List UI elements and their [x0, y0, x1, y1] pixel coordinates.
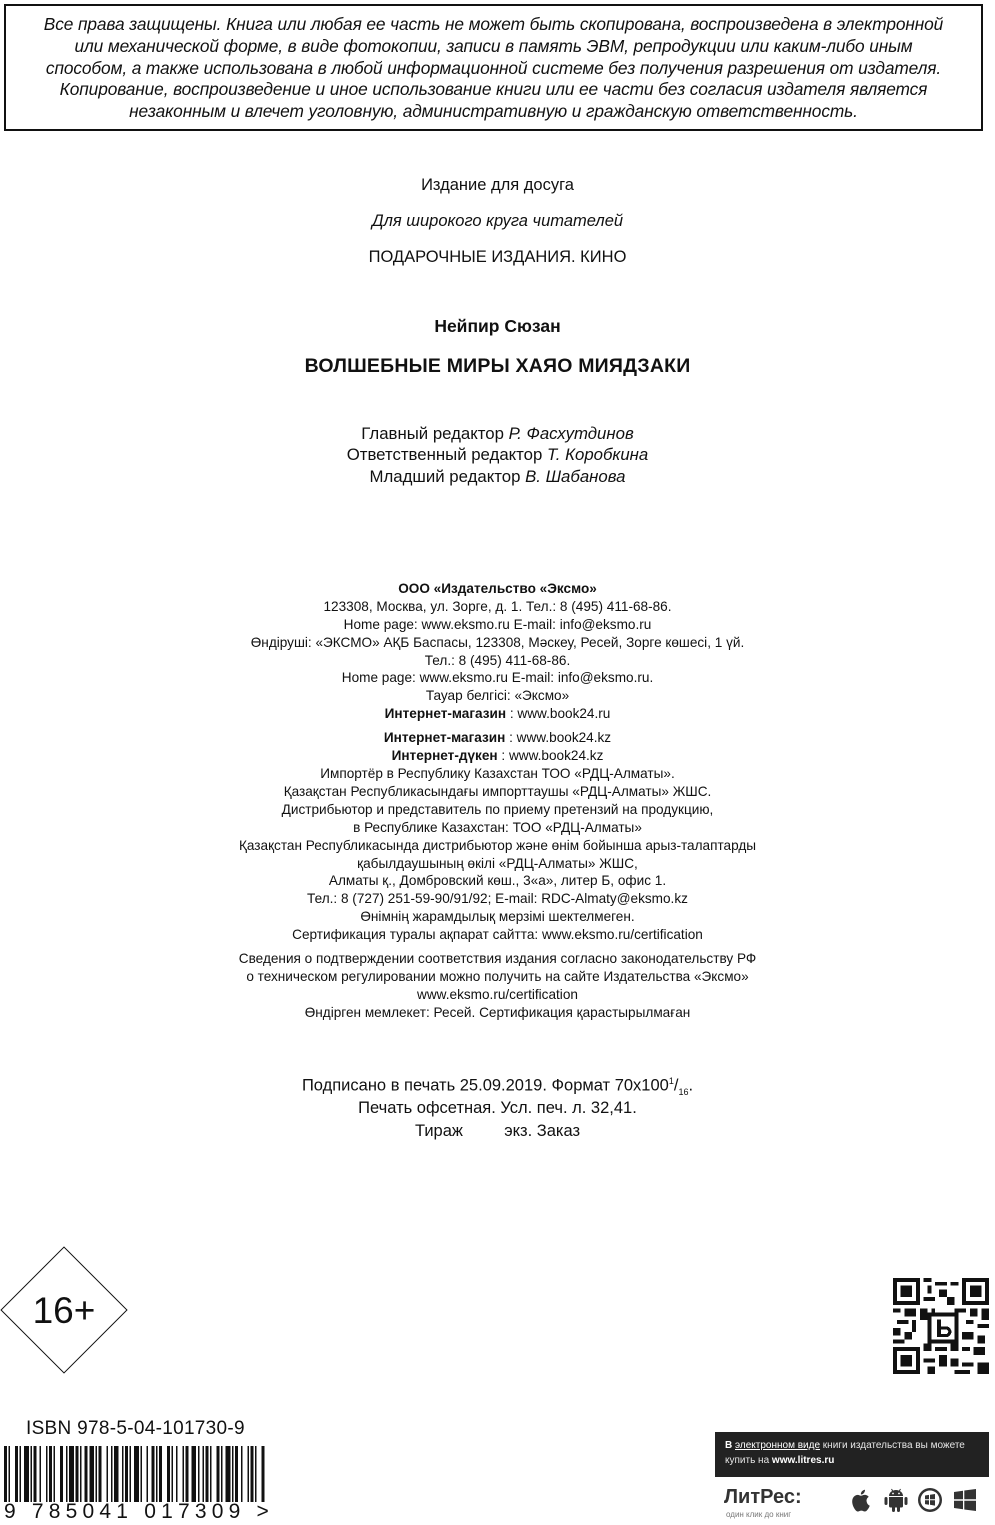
cert-line: о техническом регулировании можно получить на сайте Издательства «Эксмо» — [246, 969, 749, 984]
age-rating: 16+ — [32, 1290, 96, 1331]
print-run: Тираж экз. Заказ — [414, 1122, 581, 1140]
litres-banner-text: купить на — [725, 1455, 772, 1466]
print-type: Печать офсетная. Усл. печ. л. 32,41. — [358, 1099, 637, 1117]
cert-line: www.eksmo.ru/certification — [417, 987, 578, 1002]
litres-banner-link: электронном виде — [735, 1440, 821, 1451]
publisher-line: Home page: www.eksmo.ru E-mail: info@eksmo.ru. — [341, 670, 654, 685]
kz-line: Импортёр в Республику Казахстан ТОО «РДЦ-Алматы». — [320, 766, 675, 781]
kz-line: Өнімнің жарамдылық мерзімі шектелмеген. — [360, 909, 635, 924]
editor-junior — [0, 467, 995, 487]
shop-url: : www.book24.kz — [505, 730, 612, 745]
litres-banner — [715, 1432, 989, 1477]
qr-code — [893, 1278, 989, 1374]
format-sub: 16 — [678, 1086, 689, 1097]
editor-name: В. Шабанова — [525, 467, 626, 486]
copyright-line: способом, а также использована в любой информационной системе без получения разрешения от издателя. — [45, 57, 942, 78]
copyright-line: незаконным и влечет уголовную, административную и гражданскую ответственность. — [129, 101, 858, 122]
litres-banner-prefix: В — [725, 1440, 735, 1451]
editor-role: Младший редактор — [369, 467, 521, 486]
print-signed — [0, 1076, 995, 1097]
kz-line: Алматы қ., Домбровский көш., 3«а», литер Б, офис 1. — [328, 873, 667, 888]
publisher-name: ООО «Издательство «Эксмо» — [398, 581, 597, 596]
shop-ru — [0, 705, 995, 723]
publisher-line: Тауар белгісі: «Эксмо» — [425, 688, 570, 703]
kz-line: Тел.: 8 (727) 251-59-90/91/92; E-mail: RDC-Almaty@eksmo.kz — [307, 891, 688, 906]
edition-audience: Для широкого круга читателей — [371, 212, 624, 230]
print-signed-text: Подписано в печать 25.09.2019. Формат 70x100 — [301, 1076, 669, 1095]
kz-line: в Республике Казахстан: ТОО «РДЦ-Алматы» — [353, 820, 642, 835]
cert-line: Сведения о подтверждении соответствия издания согласно законодательству РФ — [238, 951, 757, 966]
copyright-line: Все права защищены. Книга или любая ее часть не может быть скопирована, воспроизведена в электронной — [43, 14, 944, 34]
litres-logo: ЛитРес: — [724, 1486, 802, 1508]
windows-phone-icon — [916, 1486, 944, 1514]
kz-line: Дистрибьютор и представитель по приему претензий на продукцию, — [281, 802, 714, 817]
editor-name: Т. Коробкина — [547, 445, 649, 464]
print-period: . — [688, 1076, 694, 1095]
editor-role: Главный редактор — [361, 424, 504, 443]
shop-label: Интернет-магазин — [383, 730, 506, 745]
litres-site: www.litres.ru — [771, 1455, 835, 1466]
edition-series: ПОДАРОЧНЫЕ ИЗДАНИЯ. КИНО — [368, 248, 627, 266]
format-slash: / — [673, 1076, 679, 1095]
publisher-line: Тел.: 8 (495) 411-68-86. — [424, 653, 571, 668]
copyright-line: Копирование, воспроизведение и иное использование книги или ее части без согласия издателя является — [59, 79, 928, 100]
publisher-line: Өндіруші: «ЭКСМО» АҚБ Баспасы, 123308, Мәскеу, Ресей, Зорге көшесі, 1 үй. — [250, 635, 745, 650]
kz-line: Сертификация туралы ақпарат сайтта: www.eksmo.ru/certification — [292, 927, 703, 942]
barcode — [4, 1446, 266, 1502]
litres-banner-line — [725, 1438, 979, 1453]
shop-kz-kazakh — [0, 747, 995, 765]
publisher-line: Home page: www.eksmo.ru E-mail: info@eksmo.ru — [343, 617, 652, 632]
shop-label: Интернет-дүкен — [391, 748, 498, 763]
litres-banner-text: книги издательства вы можете — [820, 1440, 965, 1451]
shop-url: : www.book24.ru — [506, 706, 611, 721]
shop-kz — [0, 729, 995, 747]
barcode-digits: 9 785041 017309 > — [4, 1500, 274, 1523]
publisher-line: 123308, Москва, ул. Зорге, д. 1. Тел.: 8 (495) 411-68-86. — [323, 599, 672, 614]
litres-slogan: один клик до книг — [726, 1510, 792, 1519]
editor-chief — [0, 424, 995, 444]
kz-line: Қазақстан Республикасындағы импорттаушы «РДЦ-Алматы» ЖШС. — [283, 784, 712, 799]
copyright-line: или механической форме, в виде фотокопии, записи в память ЭВМ, репродукции или каким-либо иным — [74, 35, 913, 56]
apple-icon — [848, 1486, 876, 1514]
kz-line: қабылдаушының өкілі «РДЦ-Алматы» ЖШС, — [357, 856, 638, 871]
windows-icon — [951, 1486, 979, 1514]
format-sup: 1 — [668, 1076, 674, 1086]
shop-url: : www.book24.kz — [497, 748, 604, 763]
book-author: Нейпир Сюзан — [434, 316, 561, 336]
isbn: ISBN 978-5-04-101730-9 — [26, 1418, 245, 1439]
copyright-notice — [4, 4, 983, 131]
litres-banner-line — [725, 1453, 979, 1468]
editor-name: Р. Фасхутдинов — [508, 424, 634, 443]
editor-role: Ответственный редактор — [346, 445, 543, 464]
shop-label: Интернет-магазин — [384, 706, 507, 721]
android-icon — [882, 1486, 910, 1514]
kz-line: Қазақстан Республикасында дистрибьютор және өнім бойынша арыз-талаптарды — [238, 838, 757, 853]
editor-responsible — [0, 445, 995, 465]
edition-type: Издание для досуга — [421, 176, 574, 194]
cert-line: Өндірген мемлекет: Ресей. Сертификация қарастырылмаған — [304, 1005, 691, 1020]
book-title: ВОЛШЕБНЫЕ МИРЫ ХАЯО МИЯДЗАКИ — [304, 355, 691, 377]
